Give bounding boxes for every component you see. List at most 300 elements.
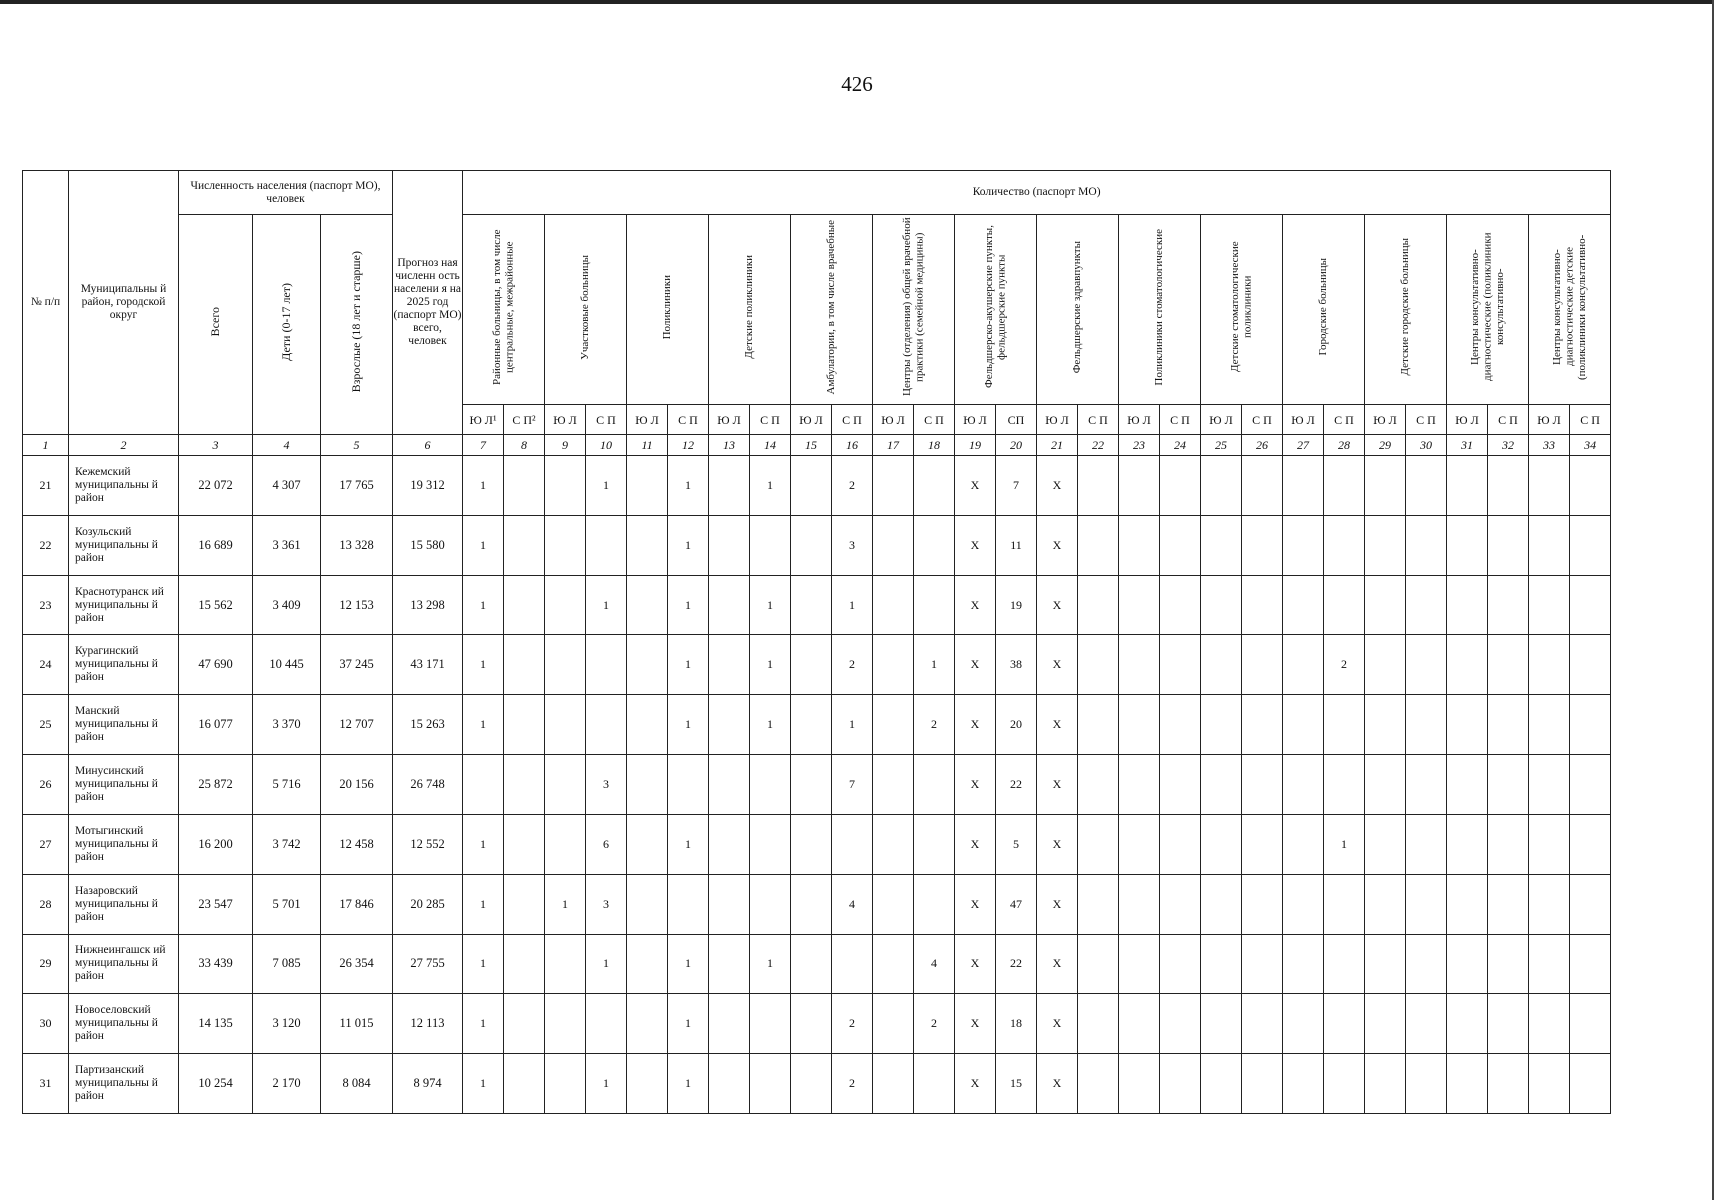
column-number: 22 — [1078, 435, 1119, 456]
population-adults: 17 765 — [321, 456, 393, 516]
column-number: 27 — [1283, 435, 1324, 456]
facility-count-cell: 1 — [668, 814, 709, 874]
facility-count-cell — [1529, 934, 1570, 994]
facility-count-cell — [791, 575, 832, 635]
facility-count-cell — [1078, 575, 1119, 635]
facility-count-cell: 1 — [463, 456, 504, 516]
header-sub-label: С П — [832, 405, 873, 435]
facility-count-cell — [750, 994, 791, 1054]
population-forecast: 15 580 — [393, 515, 463, 575]
facility-count-cell — [1529, 575, 1570, 635]
population-children: 3 370 — [253, 695, 321, 755]
facility-count-cell — [504, 755, 545, 815]
facility-count-cell — [1488, 755, 1529, 815]
facility-count-cell — [750, 1054, 791, 1114]
column-number: 8 — [504, 435, 545, 456]
facility-count-cell — [914, 456, 955, 516]
facility-count-cell — [1242, 934, 1283, 994]
population-children: 3 742 — [253, 814, 321, 874]
row-number: 25 — [23, 695, 69, 755]
facility-count-cell — [627, 456, 668, 516]
facility-count-cell — [545, 1054, 586, 1114]
facility-count-cell — [791, 456, 832, 516]
facility-count-cell — [1324, 874, 1365, 934]
header-facility-type: Детские поликлиники — [709, 215, 791, 405]
facility-count-cell: 1 — [463, 874, 504, 934]
header-sub-label: С П² — [504, 405, 545, 435]
facility-count-cell: X — [1037, 755, 1078, 815]
facility-count-cell — [1529, 635, 1570, 695]
facility-count-cell: 1 — [668, 1054, 709, 1114]
facility-count-cell — [750, 755, 791, 815]
facility-count-cell: X — [1037, 635, 1078, 695]
facility-count-cell — [1365, 515, 1406, 575]
facility-count-cell — [1529, 515, 1570, 575]
facility-count-cell: 3 — [586, 755, 627, 815]
facility-count-cell — [1447, 934, 1488, 994]
facility-count-cell — [1160, 755, 1201, 815]
facility-count-cell: X — [955, 515, 996, 575]
column-number: 5 — [321, 435, 393, 456]
facility-count-cell — [791, 515, 832, 575]
header-sub-label: Ю Л — [1037, 405, 1078, 435]
facility-count-cell: 6 — [586, 814, 627, 874]
facility-count-cell — [504, 635, 545, 695]
facility-count-cell — [873, 874, 914, 934]
header-sub-label: С П — [1488, 405, 1529, 435]
facility-count-cell — [1324, 755, 1365, 815]
facility-count-cell: 1 — [586, 575, 627, 635]
facility-count-cell: X — [1037, 814, 1078, 874]
column-number: 6 — [393, 435, 463, 456]
facility-count-cell: 38 — [996, 635, 1037, 695]
facility-count-cell — [1119, 994, 1160, 1054]
facility-count-cell — [586, 635, 627, 695]
facility-count-cell — [1488, 934, 1529, 994]
population-children: 5 716 — [253, 755, 321, 815]
facility-count-cell — [1201, 814, 1242, 874]
column-number: 2 — [69, 435, 179, 456]
population-forecast: 27 755 — [393, 934, 463, 994]
table-row — [23, 575, 1611, 635]
header-sub-label: С П — [1078, 405, 1119, 435]
column-number: 11 — [627, 435, 668, 456]
page-number: 426 — [841, 72, 873, 96]
facility-count-cell — [1529, 755, 1570, 815]
district-name: Нижнеингашск ий муниципальны й район — [69, 934, 179, 994]
header-total: Всего — [179, 215, 253, 435]
header-sub-label: Ю Л — [627, 405, 668, 435]
facility-count-cell — [1570, 456, 1611, 516]
facility-count-cell — [914, 575, 955, 635]
column-number: 33 — [1529, 435, 1570, 456]
column-number: 13 — [709, 435, 750, 456]
column-number: 24 — [1160, 435, 1201, 456]
population-children: 3 361 — [253, 515, 321, 575]
header-number: № п/п — [23, 171, 69, 435]
facility-count-cell — [1529, 874, 1570, 934]
population-forecast: 13 298 — [393, 575, 463, 635]
facility-count-cell — [1570, 934, 1611, 994]
facility-count-cell — [1201, 934, 1242, 994]
facility-count-cell — [1242, 755, 1283, 815]
facility-count-cell — [1160, 635, 1201, 695]
column-number: 34 — [1570, 435, 1611, 456]
facility-count-cell — [914, 1054, 955, 1114]
facility-count-cell — [627, 814, 668, 874]
facility-count-cell: 22 — [996, 755, 1037, 815]
facility-count-cell — [1447, 814, 1488, 874]
facility-count-cell — [1078, 934, 1119, 994]
facility-count-cell — [1078, 456, 1119, 516]
facility-count-cell — [1242, 515, 1283, 575]
facility-count-cell — [1529, 695, 1570, 755]
facility-count-cell: X — [955, 994, 996, 1054]
medical-facilities-table — [22, 170, 1611, 1114]
facility-count-cell — [1283, 635, 1324, 695]
population-total: 16 200 — [179, 814, 253, 874]
facility-count-cell — [750, 874, 791, 934]
facility-count-cell: 1 — [750, 575, 791, 635]
facility-count-cell: X — [955, 695, 996, 755]
district-name: Краснотуранск ий муниципальны й район — [69, 575, 179, 635]
facility-count-cell — [504, 874, 545, 934]
facility-count-cell — [1447, 635, 1488, 695]
facility-count-cell — [1078, 695, 1119, 755]
facility-count-cell — [1406, 934, 1447, 994]
facility-count-cell: 7 — [832, 755, 873, 815]
header-sub-label: Ю Л — [791, 405, 832, 435]
district-name: Козульский муниципальны й район — [69, 515, 179, 575]
facility-count-cell — [1406, 515, 1447, 575]
column-number: 16 — [832, 435, 873, 456]
header-district: Муниципальны й район, городской округ — [69, 171, 179, 435]
facility-count-cell — [627, 575, 668, 635]
facility-count-cell — [1529, 1054, 1570, 1114]
facility-count-cell — [1324, 695, 1365, 755]
facility-count-cell — [1119, 575, 1160, 635]
population-adults: 11 015 — [321, 994, 393, 1054]
column-number: 18 — [914, 435, 955, 456]
facility-count-cell — [709, 994, 750, 1054]
header-sub-label: Ю Л — [709, 405, 750, 435]
header-adults: Взрослые (18 лет и старше) — [321, 215, 393, 435]
facility-count-cell — [1488, 456, 1529, 516]
population-forecast: 15 263 — [393, 695, 463, 755]
facility-count-cell — [1201, 994, 1242, 1054]
facility-count-cell — [1160, 814, 1201, 874]
column-number: 29 — [1365, 435, 1406, 456]
population-adults: 17 846 — [321, 874, 393, 934]
facility-count-cell — [709, 456, 750, 516]
header-facility-type: Центры (отделения) общей врачебной практики (семейной медицины) — [873, 215, 955, 405]
facility-count-cell — [1406, 1054, 1447, 1114]
facility-count-cell — [1324, 934, 1365, 994]
header-facility-type: Поликлиники — [627, 215, 709, 405]
facility-count-cell — [791, 934, 832, 994]
facility-count-cell — [1283, 814, 1324, 874]
population-total: 22 072 — [179, 456, 253, 516]
facility-count-cell — [668, 874, 709, 934]
population-forecast: 12 113 — [393, 994, 463, 1054]
row-number: 28 — [23, 874, 69, 934]
facility-count-cell — [914, 515, 955, 575]
population-children: 5 701 — [253, 874, 321, 934]
facility-count-cell — [1160, 934, 1201, 994]
facility-count-cell — [1488, 695, 1529, 755]
row-number: 26 — [23, 755, 69, 815]
population-total: 23 547 — [179, 874, 253, 934]
facility-count-cell: 1 — [750, 635, 791, 695]
row-number: 31 — [23, 1054, 69, 1114]
facility-count-cell: 3 — [586, 874, 627, 934]
facility-count-cell — [1570, 635, 1611, 695]
facility-count-cell — [1529, 994, 1570, 1054]
facility-count-cell: X — [955, 814, 996, 874]
population-adults: 37 245 — [321, 635, 393, 695]
facility-count-cell — [1570, 515, 1611, 575]
row-number: 22 — [23, 515, 69, 575]
facility-count-cell: 1 — [463, 994, 504, 1054]
facility-count-cell — [1570, 695, 1611, 755]
facility-count-cell: 18 — [996, 994, 1037, 1054]
facility-count-cell — [1365, 874, 1406, 934]
facility-count-cell — [791, 695, 832, 755]
facility-count-cell — [1365, 695, 1406, 755]
header-facility-type: Поликлиники стоматологические — [1119, 215, 1201, 405]
header-sub-label: Ю Л — [1201, 405, 1242, 435]
facility-count-cell — [1447, 874, 1488, 934]
header-facility-type: Фельдшерско-акушерские пункты, фельдшерские пункты — [955, 215, 1037, 405]
facility-count-cell: 1 — [750, 456, 791, 516]
header-facility-type: Фельдшерские здравпункты — [1037, 215, 1119, 405]
facility-count-cell — [1119, 874, 1160, 934]
facility-count-cell: 4 — [914, 934, 955, 994]
population-total: 33 439 — [179, 934, 253, 994]
facility-count-cell — [1570, 1054, 1611, 1114]
column-number: 20 — [996, 435, 1037, 456]
facility-count-cell: 1 — [463, 515, 504, 575]
facility-count-cell — [1201, 695, 1242, 755]
facility-count-cell — [1488, 635, 1529, 695]
facility-count-cell: 2 — [914, 695, 955, 755]
header-sub-label: С П — [914, 405, 955, 435]
facility-count-cell — [873, 994, 914, 1054]
facility-count-cell — [709, 755, 750, 815]
facility-count-cell — [1283, 755, 1324, 815]
facility-count-cell: 1 — [832, 575, 873, 635]
facility-count-cell — [627, 934, 668, 994]
facility-count-cell: 2 — [832, 456, 873, 516]
facility-count-cell — [914, 814, 955, 874]
header-sub-label: С П — [1406, 405, 1447, 435]
facility-count-cell — [1160, 695, 1201, 755]
facility-count-cell — [504, 994, 545, 1054]
facility-count-cell — [750, 814, 791, 874]
header-facility-type: Участковые больницы — [545, 215, 627, 405]
facility-count-cell: 7 — [996, 456, 1037, 516]
header-facility-type: Амбулатории, в том числе врачебные — [791, 215, 873, 405]
row-number: 30 — [23, 994, 69, 1054]
facility-count-cell: 2 — [832, 1054, 873, 1114]
population-forecast: 19 312 — [393, 456, 463, 516]
facility-count-cell: 1 — [1324, 814, 1365, 874]
header-quantity-group: Количество (паспорт МО) — [463, 171, 1611, 215]
facility-count-cell — [586, 695, 627, 755]
facility-count-cell — [1283, 575, 1324, 635]
header-sub-label: С П — [1242, 405, 1283, 435]
column-number: 7 — [463, 435, 504, 456]
population-total: 14 135 — [179, 994, 253, 1054]
facility-count-cell — [1529, 456, 1570, 516]
header-sub-label: Ю Л — [545, 405, 586, 435]
facility-count-cell — [627, 635, 668, 695]
facility-count-cell — [627, 755, 668, 815]
facility-count-cell — [1119, 695, 1160, 755]
facility-count-cell — [1447, 456, 1488, 516]
population-total: 15 562 — [179, 575, 253, 635]
header-sub-label: Ю Л¹ — [463, 405, 504, 435]
facility-count-cell — [1119, 934, 1160, 994]
facility-count-cell: 1 — [463, 635, 504, 695]
facility-count-cell — [1160, 456, 1201, 516]
facility-count-cell — [1570, 994, 1611, 1054]
column-number: 12 — [668, 435, 709, 456]
facility-count-cell — [1160, 994, 1201, 1054]
population-total: 47 690 — [179, 635, 253, 695]
header-sub-label: С П — [750, 405, 791, 435]
population-adults: 12 458 — [321, 814, 393, 874]
population-forecast: 12 552 — [393, 814, 463, 874]
row-number: 27 — [23, 814, 69, 874]
facility-count-cell — [1201, 515, 1242, 575]
facility-count-cell — [545, 994, 586, 1054]
facility-count-cell — [627, 874, 668, 934]
facility-count-cell — [1242, 1054, 1283, 1114]
facility-count-cell — [1406, 994, 1447, 1054]
facility-count-cell: 1 — [463, 575, 504, 635]
facility-count-cell — [750, 515, 791, 575]
facility-count-cell — [1488, 814, 1529, 874]
district-name: Кежемский муниципальны й район — [69, 456, 179, 516]
population-total: 25 872 — [179, 755, 253, 815]
facility-count-cell — [1119, 456, 1160, 516]
header-sub-label: С П — [1160, 405, 1201, 435]
facility-count-cell — [1201, 456, 1242, 516]
facility-count-cell: X — [955, 1054, 996, 1114]
header-sub-label: СП — [996, 405, 1037, 435]
table-row — [23, 695, 1611, 755]
facility-count-cell — [1242, 695, 1283, 755]
table-row — [23, 755, 1611, 815]
column-number: 23 — [1119, 435, 1160, 456]
facility-count-cell — [1201, 575, 1242, 635]
facility-count-cell — [586, 515, 627, 575]
facility-count-cell — [1406, 695, 1447, 755]
facility-count-cell — [1365, 1054, 1406, 1114]
facility-count-cell — [832, 934, 873, 994]
facility-count-cell: X — [1037, 874, 1078, 934]
facility-count-cell: 1 — [668, 515, 709, 575]
facility-count-cell — [914, 755, 955, 815]
facility-count-cell — [504, 456, 545, 516]
facility-count-cell — [1488, 1054, 1529, 1114]
header-population-group: Численность населения (паспорт МО), человек — [179, 171, 393, 215]
facility-count-cell: 47 — [996, 874, 1037, 934]
facility-count-cell — [1078, 814, 1119, 874]
row-number: 29 — [23, 934, 69, 994]
header-facility-type: Детские городские больницы — [1365, 215, 1447, 405]
facility-count-cell: X — [955, 755, 996, 815]
facility-count-cell — [1406, 456, 1447, 516]
table-row — [23, 934, 1611, 994]
facility-count-cell — [1447, 695, 1488, 755]
facility-count-cell: X — [1037, 994, 1078, 1054]
column-number: 3 — [179, 435, 253, 456]
facility-count-cell — [1447, 994, 1488, 1054]
facility-count-cell: 1 — [668, 695, 709, 755]
column-number: 1 — [23, 435, 69, 456]
population-children: 10 445 — [253, 635, 321, 695]
facility-count-cell — [832, 814, 873, 874]
facility-count-cell — [791, 994, 832, 1054]
facility-count-cell — [1365, 814, 1406, 874]
facility-count-cell — [791, 755, 832, 815]
facility-count-cell: 1 — [832, 695, 873, 755]
facility-count-cell: 2 — [1324, 635, 1365, 695]
facility-count-cell: X — [955, 934, 996, 994]
row-number: 23 — [23, 575, 69, 635]
table-row — [23, 515, 1611, 575]
facility-count-cell: X — [1037, 515, 1078, 575]
facility-count-cell — [1242, 575, 1283, 635]
population-children: 7 085 — [253, 934, 321, 994]
district-name: Назаровский муниципальны й район — [69, 874, 179, 934]
facility-count-cell — [1529, 814, 1570, 874]
column-number: 9 — [545, 435, 586, 456]
facility-count-cell — [1324, 575, 1365, 635]
facility-count-cell — [1406, 814, 1447, 874]
facility-count-cell — [545, 575, 586, 635]
facility-count-cell — [1160, 575, 1201, 635]
facility-count-cell — [545, 695, 586, 755]
facility-count-cell: 1 — [586, 934, 627, 994]
header-facility-type: Центры консультативно-диагностические (поликлиники консультативно- — [1447, 215, 1529, 405]
facility-count-cell: 5 — [996, 814, 1037, 874]
facility-count-cell — [545, 635, 586, 695]
facility-count-cell — [627, 515, 668, 575]
district-name: Минусинский муниципальны й район — [69, 755, 179, 815]
facility-count-cell: 3 — [832, 515, 873, 575]
facility-count-cell — [791, 874, 832, 934]
facility-count-cell — [1078, 515, 1119, 575]
population-adults: 26 354 — [321, 934, 393, 994]
facility-count-cell — [545, 456, 586, 516]
facility-count-cell — [1570, 575, 1611, 635]
facility-count-cell: 1 — [750, 934, 791, 994]
facility-count-cell — [1570, 874, 1611, 934]
facility-count-cell — [504, 575, 545, 635]
facility-count-cell — [545, 755, 586, 815]
facility-count-cell: 20 — [996, 695, 1037, 755]
facility-count-cell — [504, 1054, 545, 1114]
row-number: 24 — [23, 635, 69, 695]
facility-count-cell: 19 — [996, 575, 1037, 635]
facility-count-cell — [709, 1054, 750, 1114]
facility-count-cell — [1406, 575, 1447, 635]
row-number: 21 — [23, 456, 69, 516]
facility-count-cell — [1160, 515, 1201, 575]
